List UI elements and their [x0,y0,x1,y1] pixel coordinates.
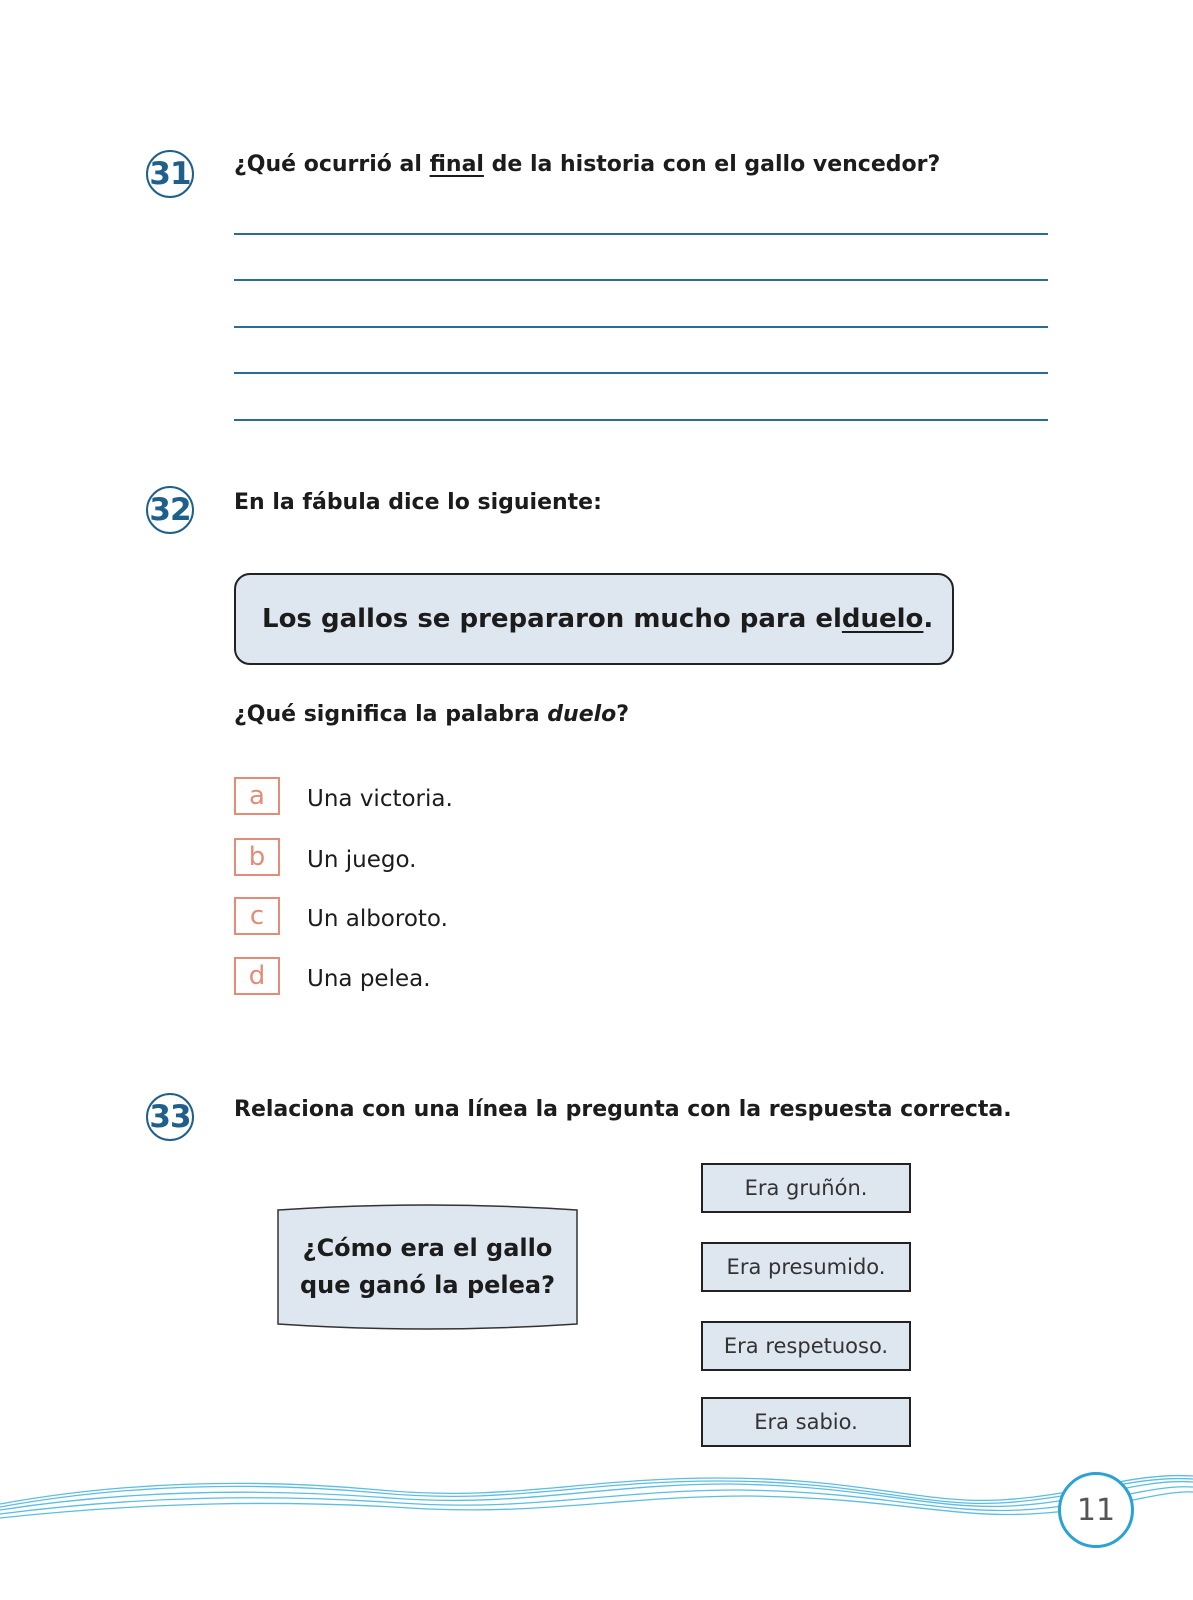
response-box-4[interactable]: Era sabio. [701,1397,911,1447]
option-c-text: Un alboroto. [307,906,448,932]
response-box-2[interactable]: Era presumido. [701,1242,911,1292]
answer-line-2[interactable] [234,279,1048,281]
answer-line-4[interactable] [234,372,1048,374]
question-number-32: 32 [146,486,194,534]
option-c-box[interactable]: c [234,897,280,935]
quote-box: Los gallos se prepararon mucho para el duelo . [234,573,954,665]
option-a-box[interactable]: a [234,777,280,815]
answer-line-1[interactable] [234,233,1048,235]
response-box-3[interactable]: Era respetuoso. [701,1321,911,1371]
page-number-badge: 11 [1058,1472,1134,1548]
underlined-word-final: final [429,152,484,177]
question-32-intro: En la fábula dice lo siguiente: [234,490,602,515]
option-b-text: Un juego. [307,847,417,873]
question-card[interactable] [277,1204,578,1330]
option-d-text: Una pelea. [307,966,431,992]
decorative-waves [0,1470,1193,1540]
question-card-line-1: ¿Cómo era el gallo [302,1234,553,1262]
question-32-text: ¿Qué significa la palabra duelo? [234,702,630,727]
question-33-instruction: Relaciona con una línea la pregunta con la respuesta correcta. [234,1097,1012,1122]
option-d-box[interactable]: d [234,957,280,995]
question-card-line-2: que ganó la pelea? [299,1271,556,1299]
question-31-text: ¿Qué ocurrió al final de la historia con el gallo vencedor? [234,152,941,177]
answer-line-5[interactable] [234,419,1048,421]
underlined-word-duelo: duelo [841,604,924,634]
option-b-box[interactable]: b [234,838,280,876]
response-box-1[interactable]: Era gruñón. [701,1163,911,1213]
question-number-33: 33 [146,1093,194,1141]
question-number-31: 31 [146,150,194,198]
option-a-text: Una victoria. [307,786,453,812]
answer-line-3[interactable] [234,326,1048,328]
